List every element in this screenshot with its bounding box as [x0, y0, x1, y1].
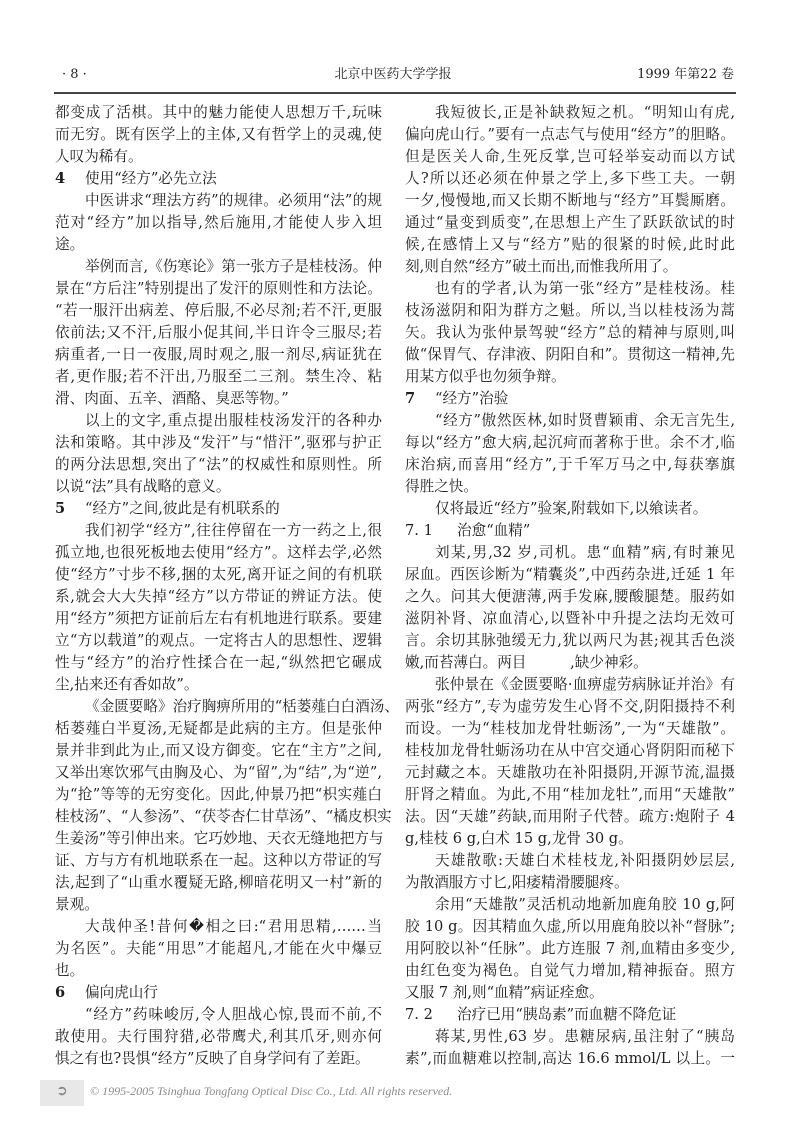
paragraph-line: 又举出寒饮邪气由胸及心、为“留”,为“结”,为“逆”,: [55, 764, 382, 781]
paragraph-line: 人?所以还必须在仲景之学上,多下些工夫。一朝: [405, 170, 735, 187]
paragraph-line: “若一服汗出病差、停后服,不必尽剂;若不汗,更服: [55, 302, 382, 319]
paragraph-line: 使“经方”寸步不移,捆的太死,离开证之间的有机联: [55, 566, 382, 583]
section-heading: [55, 168, 382, 190]
paragraph-line: 刻,则自然“经方”破土而出,而惟我所用了。: [405, 258, 678, 275]
paragraph-line: 景观。: [55, 896, 99, 913]
paragraph-line: 两张“经方”,专为虚劳发生心肾不交,阴阳摄持不利: [405, 698, 735, 715]
paragraph-line: 中医讲求“理法方药”的规律。必须用“法”的规: [85, 192, 382, 209]
paragraph-line: 枝汤滋阴和阳为群方之魁。所以,当以桂枝汤为蒿: [405, 302, 735, 319]
section-title: 治疗已用“胰岛素”而血糖不降危证: [457, 1006, 677, 1023]
paragraph-line: 以说“法”具有战略的意义。: [55, 478, 231, 495]
section-heading: [405, 1004, 735, 1026]
paragraph-line: 又服 7 剂,则“血精”病证痊愈。: [405, 984, 604, 1001]
paragraph-line: 范对“经方”加以指导,然后施用,才能使人步入坦: [55, 214, 382, 231]
paragraph-line: 为散酒服方寸匕,阳痿精滑腰腿疼。: [405, 874, 629, 891]
paragraph-line: 桂枝汤”、“人参汤”、“茯苓杏仁甘草汤”、“橘皮枳实: [55, 808, 392, 825]
paragraph-line: 床治病,而喜用“经方”,于千军万马之中,每获搴旗: [405, 456, 735, 473]
paragraph-line: 一夕,慢慢地,而又长期不断地与“经方”耳鬓厮磨。: [405, 192, 735, 209]
paragraph-line: “经方”傲然医林,如时贤曹颖甫、余无言先生,: [435, 412, 735, 429]
paragraph-line: 而设。一为“桂枝加龙骨牡蛎汤”,一为“天雄散”。: [405, 720, 735, 737]
copyright-notice: © 1995-2005 Tsinghua Tongfang Optical Disc Co., Ltd. All rights reserved.: [90, 1084, 453, 1098]
section-title: 治愈“血精”: [457, 522, 531, 539]
paragraph-line: 素”,而血糖难以控制,高达 16.6 mmol/L 以上。一: [405, 1050, 735, 1067]
paragraph-line: g,桂枝 6 g,白术 15 g,龙骨 30 g。: [405, 830, 633, 847]
section-number: 7. 2: [405, 1006, 433, 1023]
paragraph-line: 用某方似乎也勿须争辩。: [405, 368, 566, 385]
paragraph-line: 法和策略。其中涉及“发汗”与“惜汗”,驱邪与护正: [55, 434, 382, 451]
paragraph-line: 尘,拈来还有香如故”。: [55, 676, 199, 693]
paragraph-line: 为名医”。夫能“用思”才能超凡,才能在火中爆豆: [55, 940, 382, 957]
section-title: 偏向虎山行: [85, 984, 158, 1001]
paragraph-line: 仅将最近“经方”验案,附载如下,以飨读者。: [435, 500, 708, 517]
paragraph-line: 《金匮要略》治疗胸痹所用的“栝蒌薤白白酒汤、: [85, 698, 399, 715]
paragraph-line: 证、方与方有机地联系在一起。这种以方带证的写: [55, 852, 382, 869]
paragraph-line: 之久。问其大便溏薄,两手发麻,腰酸腿楚。服药如: [405, 588, 735, 605]
paragraph-line: 也有的学者,认为第一张“经方”是桂枝汤。桂: [435, 280, 735, 297]
paragraph-line: 者,更作服;若不汗出,乃服至二三剂。禁生冷、粘: [55, 368, 382, 385]
section-title: “经方”治验: [435, 390, 509, 407]
section-number: 7. 1: [405, 522, 433, 539]
paragraph-line: 而无穷。既有医学上的主体,又有哲学上的灵魂,使: [55, 126, 382, 143]
paragraph-line: 栝蒌薤白半夏汤,无疑都是此病的主方。但是张仲: [55, 720, 382, 737]
paragraph-line: 刘某,男,32 岁,司机。患“血精”病,有时兼见: [435, 544, 735, 561]
page-number: · 8 ·: [62, 67, 87, 82]
section-number: 6: [55, 984, 66, 1001]
paragraph-line: 言。余切其脉弛缓无力,犹以两尺为甚;视其舌色淡: [405, 632, 735, 649]
paragraph-line: 立“方以载道”的观点。一定将古人的思想性、逻辑: [55, 632, 382, 649]
paragraph-line: 法,起到了“山重水覆疑无路,柳暗花明又一村”新的: [55, 874, 382, 891]
paragraph-line: “经方”药味峻厉,令人胆战心惊,畏而不前,不: [85, 1006, 382, 1023]
section-heading: [55, 498, 382, 520]
paragraph-line: 法。因“天雄”药缺,而用附子代替。疏方:炮附子 4: [405, 808, 735, 825]
paragraph-line: 偏向虎山行。”要有一点志气与使用“经方”的胆略。: [405, 126, 735, 143]
paragraph-line: 嫩,而苔薄白。两目 ,缺少神彩。: [405, 654, 648, 671]
paragraph-line: 天雄散歌:天雄白术桂枝龙,补阳摄阴妙层层,: [435, 852, 735, 869]
paragraph-line: 胶 10 g。因其精血久虚,所以用鹿角胶以补“督脉”;: [405, 918, 735, 935]
paragraph-line: 系,就会大大失掉“经方”以方带证的辨证方法。使: [55, 588, 382, 605]
paragraph-line: 尿血。西医诊断为“精囊炎”,中西药杂进,迁延 1 年: [405, 566, 735, 583]
volume-info: 1999 年第22 卷: [637, 67, 734, 82]
section-number: 5: [55, 500, 66, 517]
paragraph-line: 举例而言,《伤寒论》第一张方子是桂枝汤。仲: [85, 258, 382, 275]
paragraph-line: 景在“方后注”特别提出了发汗的原则性和方法论。: [55, 280, 382, 297]
cnki-logo-icon: ➲: [40, 1080, 84, 1106]
section-number: 7: [405, 390, 416, 407]
paragraph-line: 通过“量变到质变”,在思想上产生了跃跃欲试的时: [405, 214, 735, 231]
paragraph-line: 蒋某,男性,63 岁。患糖尿病,虽注射了“胰岛: [435, 1028, 735, 1045]
paragraph-line: 做“保胃气、存津液、阴阳自和”。贯彻这一精神,先: [405, 346, 735, 363]
paragraph-line: 每以“经方”愈大病,起沉疴而著称于世。余不才,临: [405, 434, 735, 451]
paragraph-line: 滑、肉面、五辛、酒酪、臭恶等物。”: [55, 390, 289, 407]
paragraph-line: 我短彼长,正是补缺救短之机。“明知山有虎,: [435, 104, 735, 121]
paragraph-line: 景并非到此为止,而又设方御变。它在“主方”之间,: [55, 742, 382, 759]
section-heading: [55, 982, 382, 1004]
section-number: 4: [55, 170, 66, 187]
journal-title: 北京中医药大学学报: [334, 67, 452, 82]
section-title: 使用“经方”必先立法: [85, 170, 217, 187]
paragraph-line: 以上的文字,重点提出服桂枝汤发汗的各种办: [85, 412, 382, 429]
paragraph-line: 人叹为稀有。: [55, 148, 143, 165]
paragraph-line: 依前法;又不汗,后服小促其间,半日许令三服尽;若: [55, 324, 382, 341]
paragraph-line: 但是医关人命,生死反掌,岂可轻举妄动而以方试: [405, 148, 735, 165]
header-rule: [54, 92, 736, 94]
paragraph-line: 大哉仲圣!昔何�相之曰:“君用思精,……当: [85, 918, 382, 935]
paragraph-line: 得胜之快。: [405, 478, 478, 495]
paragraph-line: 张仲景在《金匮要略·血痹虚劳病脉证并治》有: [435, 676, 735, 693]
paragraph-line: 用阿胶以补“任脉”。此方连服 7 剂,血精由多变少,: [405, 940, 735, 957]
section-title: “经方”之间,彼此是有机联系的: [85, 500, 280, 517]
paragraph-line: 途。: [55, 236, 85, 253]
paragraph-line: 病重者,一日一夜服,周时观之,服一剂尽,病证犹在: [55, 346, 382, 363]
paragraph-line: 也。: [55, 962, 85, 979]
paragraph-line: 性与“经方”的治疗性揉合在一起,“纵然把它碾成: [55, 654, 382, 671]
paragraph-line: 都变成了活棋。其中的魅力能使人思想万千,玩味: [55, 104, 382, 121]
paragraph-line: 滋阴补肾、凉血清心,以暨补中升提之法均无效可: [405, 610, 735, 627]
paragraph-line: 余用“天雄散”灵活机动地新加鹿角胶 10 g,阿: [435, 896, 735, 913]
paragraph-line: 桂枝加龙骨牡蛎汤功在从中宫交通心肾阴阳而秘下: [405, 742, 735, 759]
paragraph-line: 惧之有也?畏惧“经方”反映了自身学问有了差距。: [55, 1050, 370, 1067]
paragraph-line: 矢。我认为张仲景驾驶“经方”总的精神与原则,叫: [405, 324, 735, 341]
section-heading: [405, 388, 735, 410]
paragraph-line: 肝肾之精血。为此,不用“桂加龙牡”,而用“天雄散”: [405, 786, 735, 803]
paragraph-line: 候,在感情上又与“经方”贴的很紧的时候,此时此: [405, 236, 735, 253]
paragraph-line: 元封藏之本。天雄散功在补阳摄阴,开源节流,温摄: [405, 764, 735, 781]
paragraph-line: 用“经方”须把方证前后左右有机地进行联系。要建: [55, 610, 382, 627]
paragraph-line: 生姜汤”等引伸出来。它巧妙地、天衣无缝地把方与: [55, 830, 384, 847]
paragraph-line: 我们初学“经方”,往往停留在一方一药之上,很: [85, 522, 382, 539]
paragraph-line: 敢使用。夫行围狩猎,必带鹰犬,利其爪牙,则亦何: [55, 1028, 382, 1045]
paragraph-line: 为“抢”等等的无穷变化。因此,仲景乃把“枳实薤白: [55, 786, 382, 803]
section-heading: [405, 520, 735, 542]
paragraph-line: 由红色变为褐色。自觉气力增加,精神振奋。照方: [405, 962, 735, 979]
paragraph-line: 孤立地,也很死板地去使用“经方”。这样去学,必然: [55, 544, 382, 561]
paragraph-line: 的两分法思想,突出了“法”的权威性和原则性。所: [55, 456, 382, 473]
